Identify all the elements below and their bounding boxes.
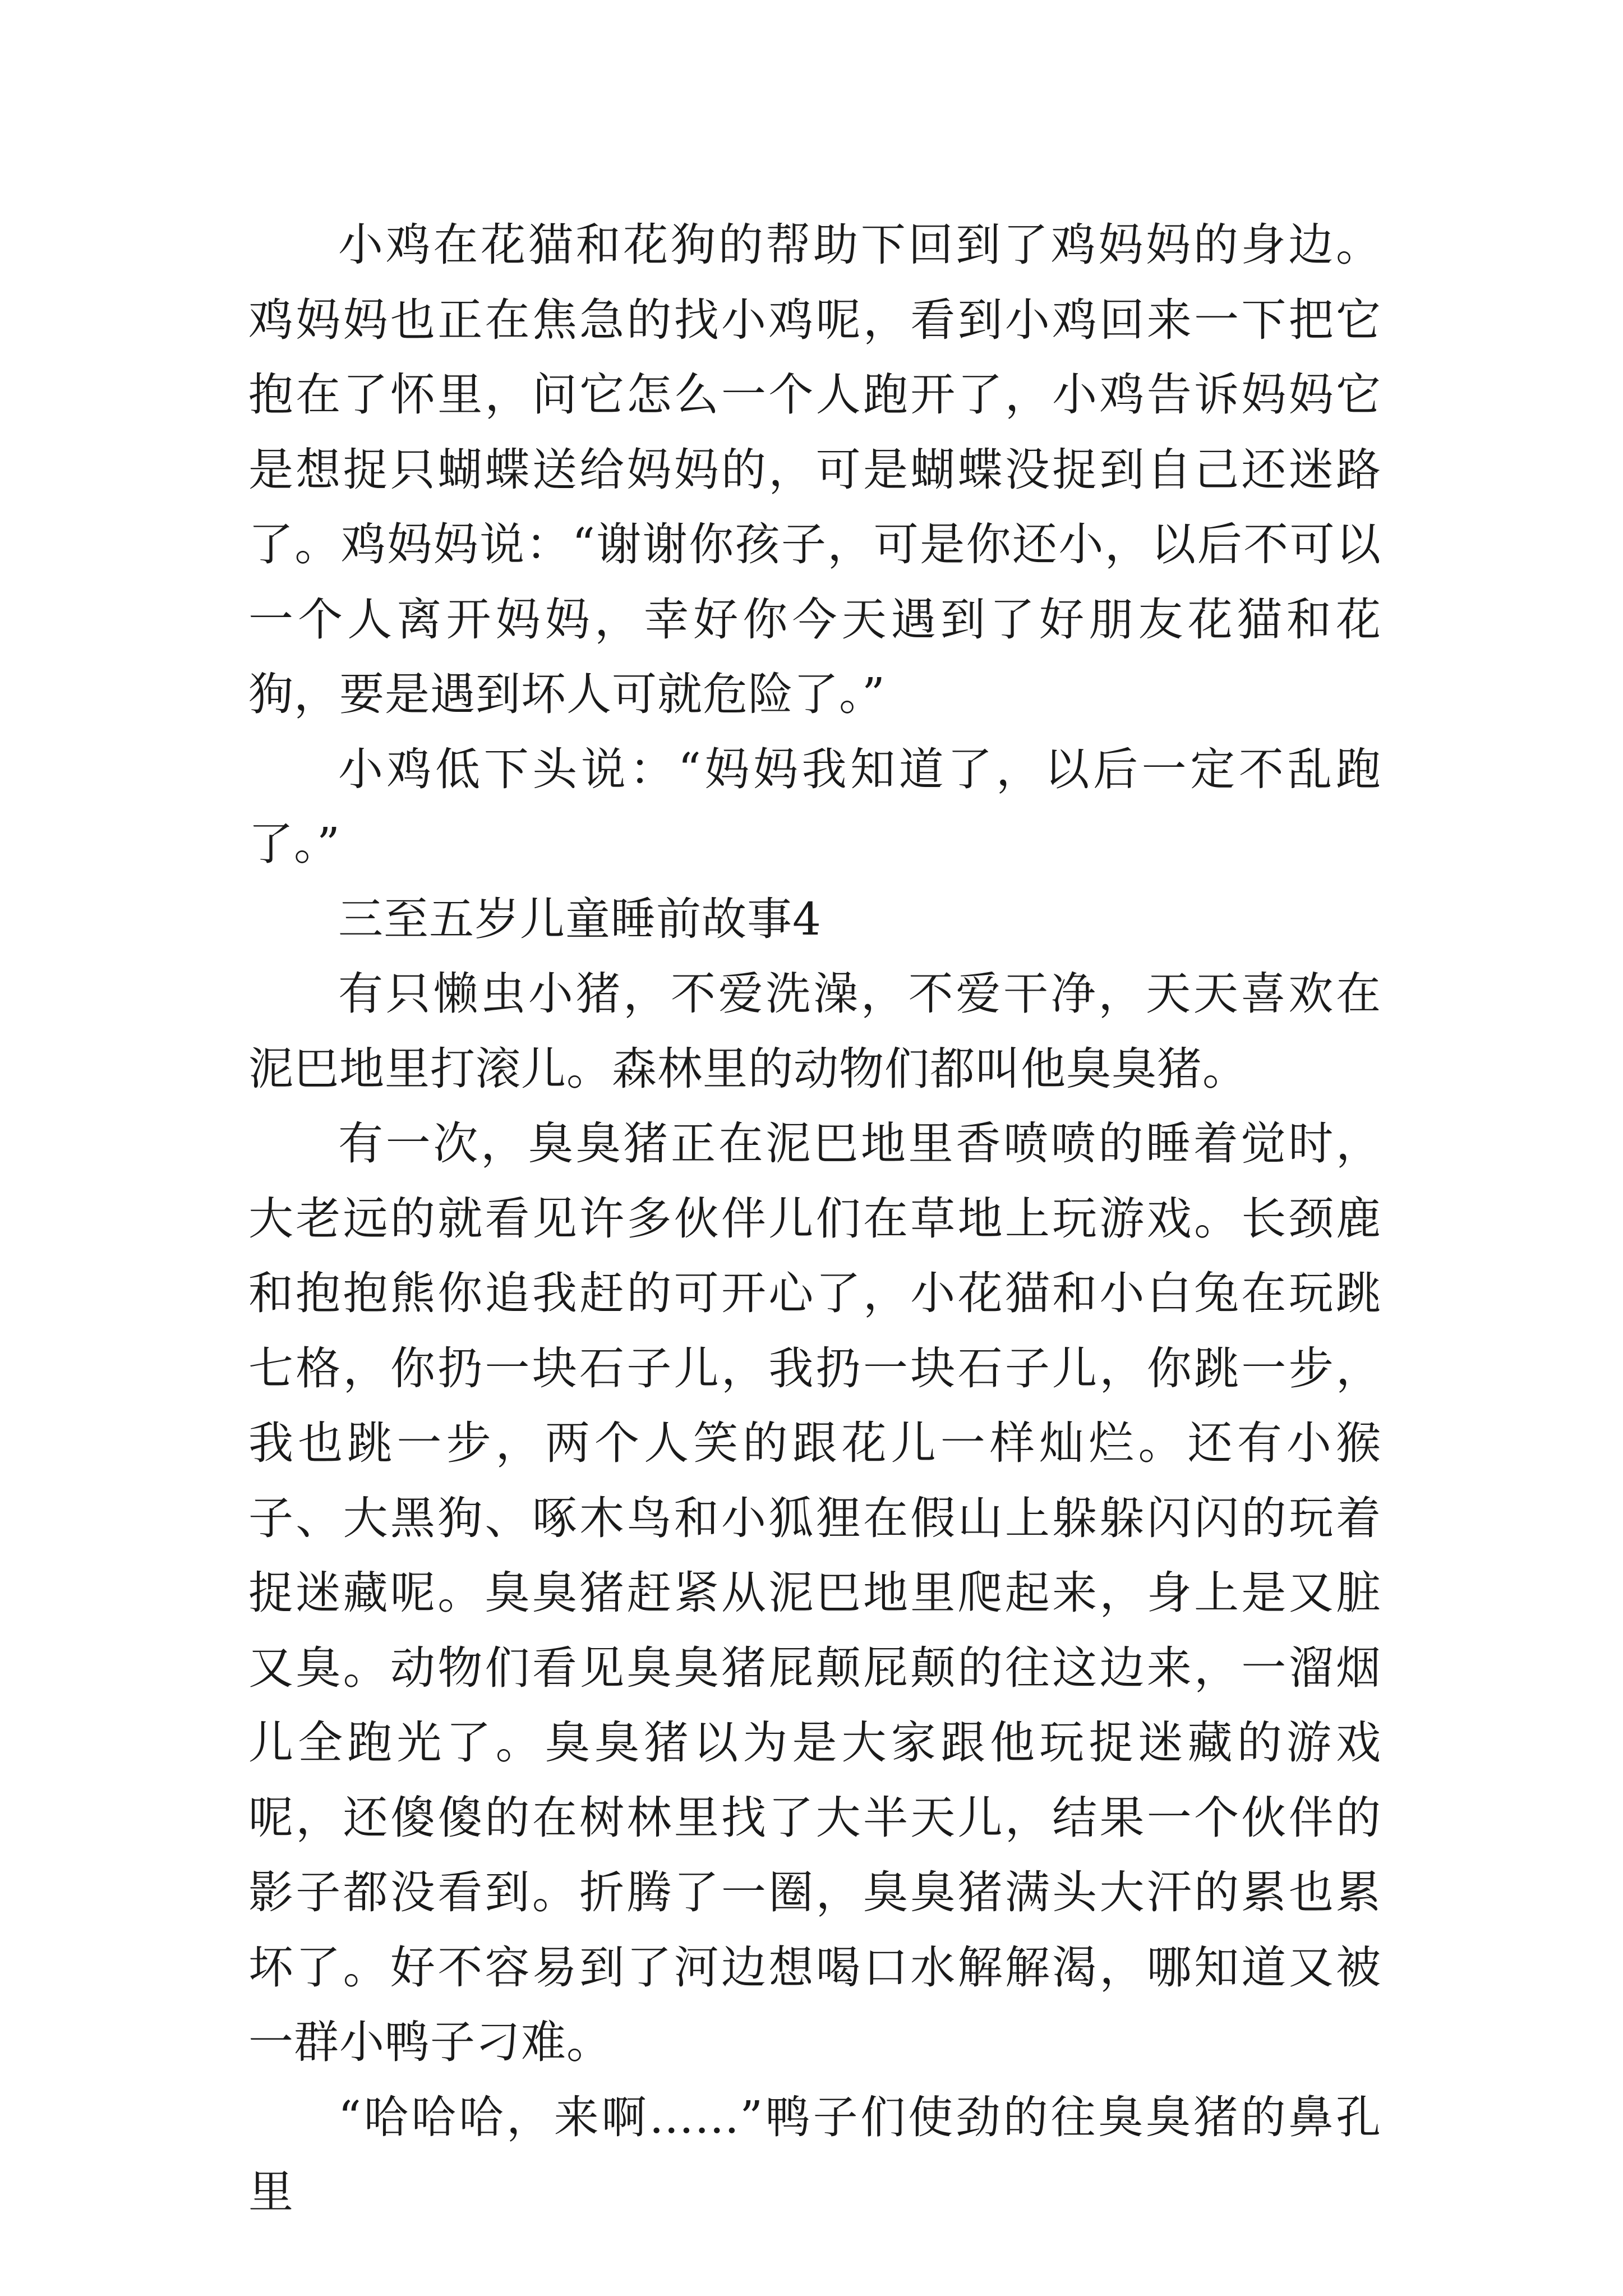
paragraph-chick-promise: 小鸡低下头说：“妈妈我知道了，以后一定不乱跑了。”: [248, 743, 1381, 870]
paragraph-playing-games: 有一次，臭臭猪正在泥巴地里香喷喷的睡着觉时，大老远的就看见许多伙伴儿们在草地上玩游戏。长颈鹿和抱抱熊你追我赶的可开心了，小花猫和小白兔在玩跳七格，你扔一块石子儿，我扔一块石子儿，你跳一步，我也跳一步，两个人笑的跟花儿一样灿烂。还有小猴子、大黑狗、啄木鸟和小狐狸在假山上躲躲闪闪的玩着捉迷藏呢。臭臭猪赶紧从泥巴地里爬起来，身上是又脏又臭。动物们看见臭臭猪屁颠屁颠的往这边来，一溜烟儿全跑光了。臭臭猪以为是大家跟他玩捉迷藏的游戏呢，还傻傻的在树林里找了大半天儿，结果一个伙伴的影子都没看到。折腾了一圈，臭臭猪满头大汗的累也累坏了。好不容易到了河边想喝口水解解渴，哪知道又被一群小鸭子刁难。: [248, 1117, 1381, 2068]
paragraph-chick-returns: 小鸡在花猫和花狗的帮助下回到了鸡妈妈的身边。鸡妈妈也正在焦急的找小鸡呢，看到小鸡回来一下把它抱在了怀里，问它怎么一个人跑开了，小鸡告诉妈妈它是想捉只蝴蝶送给妈妈的，可是蝴蝶没捉到自己还迷路了。鸡妈妈说：“谢谢你孩子，可是你还小，以后不可以一个人离开妈妈，幸好你今天遇到了好朋友花猫和花狗，要是遇到坏人可就危险了。”: [248, 219, 1381, 720]
document-body: [248, 208, 1381, 2230]
paragraph-lazy-piglet: 有只懒虫小猪，不爱洗澡，不爱干净，天天喜欢在泥巴地里打滚儿。森林里的动物们都叫他臭臭猪。: [248, 968, 1381, 1095]
story-heading: 三至五岁儿童睡前故事4: [338, 892, 822, 945]
paragraph-ducks-tease: “哈哈哈，来啊……”鸭子们使劲的往臭臭猪的鼻孔里: [248, 2091, 1381, 2218]
